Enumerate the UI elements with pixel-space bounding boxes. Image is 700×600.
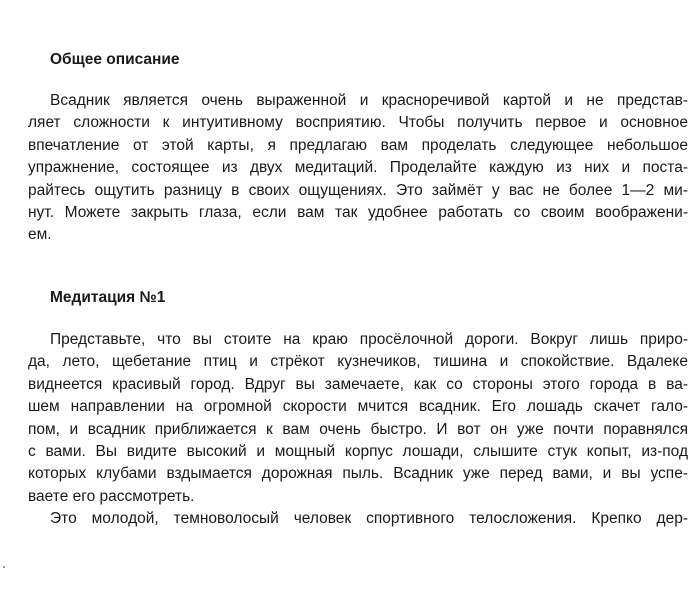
text-line: с вами. Вы видите высокий и мощный корпус лошади, слышите стук копыт, из-под (28, 442, 688, 460)
text-line: ляет сложности к интуитивному восприятию. Чтобы получить первое и основное (28, 114, 688, 132)
text-line: шем направлении на огромной скорости мчится всадник. Его лошадь скачет гало- (28, 398, 688, 416)
text-line: ваете его рассмотреть. (28, 487, 195, 505)
text-line: нут. Можете закрыть глаза, если вам так удобнее работать со своим воображени- (28, 203, 688, 221)
text-line: да, лето, щебетание птиц и стрёкот кузнечиков, тишина и спокойствие. Вдалеке (28, 353, 688, 371)
text-line: ем. (28, 226, 52, 244)
section-heading-meditation-1: Медитация №1 (50, 289, 166, 306)
text-line: которых клубами вздымается дорожная пыль. Всадник уже перед вами, и вы успе- (28, 465, 688, 483)
paragraph-general-description (28, 90, 688, 247)
paragraph-meditation-1 (28, 329, 688, 531)
text-line: Всадник является очень выраженной и красноречивой картой и не представ- (50, 92, 688, 109)
text-line: упражнение, состоящее из двух медитаций. Проделайте каждую из них и поста- (28, 159, 688, 177)
section-heading-general-description: Общее описание (50, 51, 180, 68)
text-line: впечатление от этой карты, я предлагаю вам проделать следующее небольшое (28, 136, 688, 154)
text-line: райтесь ощутить разницу в своих ощущениях. Это займёт у вас не более 1—2 ми- (28, 181, 688, 199)
text-line: виднеется красивый город. Вдруг вы замечаете, как со стороны этого города в ва- (28, 375, 688, 393)
text-line: Представьте, что вы стоите на краю просёлочной дороги. Вокруг лишь приро- (50, 331, 688, 348)
page-edge-mark (3, 566, 5, 568)
text-line: Это молодой, темноволосый человек спортивного телосложения. Крепко дер- (50, 510, 688, 528)
text-line: пом, и всадник приближается к вам очень быстро. И вот он уже почти поравнялся (28, 420, 688, 438)
